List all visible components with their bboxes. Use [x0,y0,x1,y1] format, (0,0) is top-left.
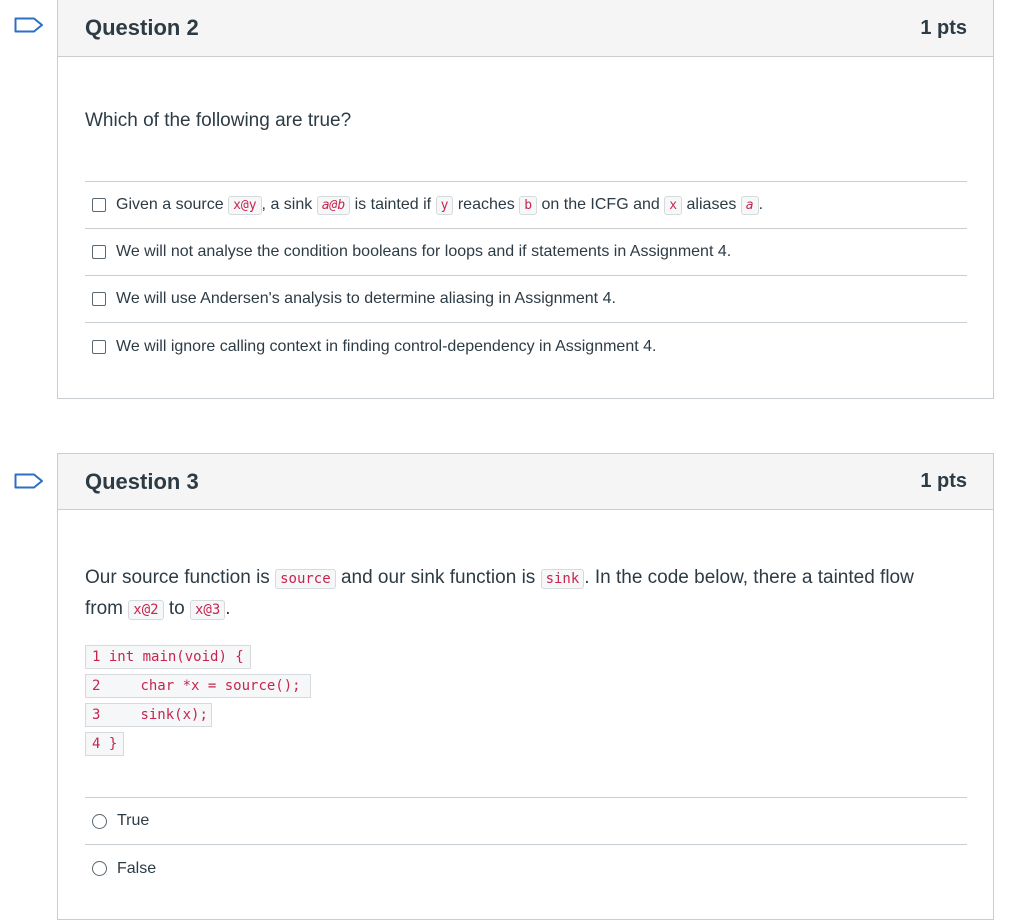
code-x-at-2: x@2 [128,600,163,620]
answer-option-false[interactable] [85,845,967,892]
code-line-2: 2 char *x = source(); [85,674,311,698]
code-a-at-b: a@b [317,196,350,215]
code-x: x [664,196,682,215]
code-line-1: 1 int main(void) { [85,645,251,669]
answer-option-1[interactable] [85,182,967,229]
flag-question-3-icon[interactable] [14,473,44,489]
code-block [85,645,967,761]
question-2-card [57,0,994,399]
answer-list [85,181,967,370]
answer-option-3[interactable] [85,276,967,323]
answer-text: False [117,859,157,877]
flag-question-2-icon[interactable] [14,17,44,33]
code-y: y [436,196,454,215]
question-2-header [58,0,993,57]
answer-text: We will use Andersen's analysis to determine aliasing in Assignment 4. [116,290,616,307]
checkbox-icon[interactable] [92,292,106,306]
question-title: Question 2 [85,15,199,40]
code-b: b [519,196,537,215]
question-3-card [57,453,994,920]
question-title: Question 3 [85,468,199,494]
answer-text: We will not analyse the condition booleans for loops and if statements in Assignment 4. [116,243,732,260]
radio-icon[interactable] [92,861,107,876]
code-line-4: 4 } [85,732,124,756]
code-a: a [741,196,759,215]
question-points: 1 pts [920,470,967,492]
question-prompt: Our source function is source and our sink function is sink . In the code below, there a tainted flow from x@2 to x@3 . [85,567,914,619]
code-sink: sink [541,569,585,589]
code-source: source [275,569,336,589]
answer-text: We will ignore calling context in finding control-dependency in Assignment 4. [116,337,657,355]
code-x-at-3: x@3 [190,600,225,620]
answer-text: True [117,812,150,829]
answer-text: Given a source x@y , a sink a@b is tainted if y reaches b on the ICFG and x aliases a . [116,196,764,213]
checkbox-icon[interactable] [92,198,106,212]
code-x-at-y: x@y [228,196,261,215]
checkbox-icon[interactable] [92,340,106,354]
question-prompt: Which of the following are true? [85,110,352,131]
question-points: 1 pts [920,16,967,39]
answer-option-2[interactable] [85,229,967,276]
radio-icon[interactable] [92,814,107,829]
answer-list [85,797,967,892]
answer-option-true[interactable] [85,798,967,845]
answer-option-4[interactable] [85,323,967,370]
checkbox-icon[interactable] [92,245,106,259]
question-3-header [58,454,993,510]
code-line-3: 3 sink(x); [85,703,212,727]
